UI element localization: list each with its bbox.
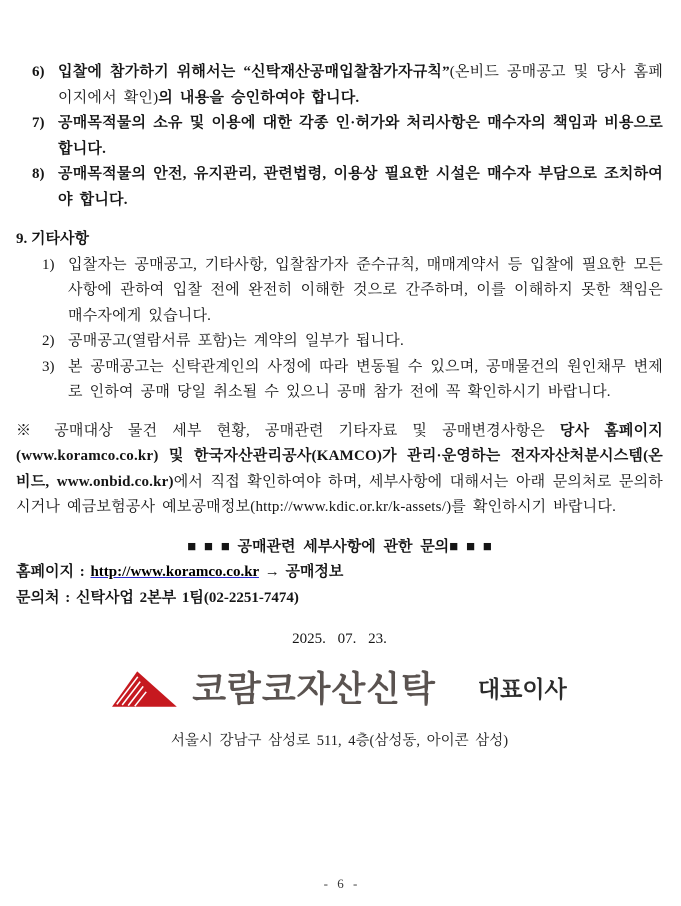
item-text: 입찰자는 공매공고, 기타사항, 입찰참가자 준수규칙, 매매계약서 등 입찰에 필요한 모든 사항에 관하여 입찰 전에 완전히 이해한 것으로 간주하며, 이를 이해하지 못한 책임은 매수자에게 있습니다. xyxy=(68,256,663,324)
list-item-7 xyxy=(32,111,663,162)
homepage-line xyxy=(16,560,663,586)
remark-text-segment: 당사 홈페이지(www.koramco.co.kr) 및 한국자산관리공사(KAMCO)가 관리·운영하는 전자자산처분시스템(온비드, www.onbid.co.kr) xyxy=(16,422,663,490)
item-text: 공매목적물의 소유 및 이용에 대한 각종 인·허가와 처리사항은 매수자의 책임과 비용으로 합니다. xyxy=(58,115,663,157)
section-title: 9. 기타사항 xyxy=(16,231,89,247)
homepage-suffix: → 공매정보 xyxy=(258,564,344,580)
ceo-label: 대표이사 xyxy=(477,675,567,702)
list-item-9-2 xyxy=(42,329,663,355)
contact-heading: ■ ■ ■ 공매관련 세부사항에 관한 문의■ ■ ■ xyxy=(187,538,492,555)
document-date: 2025. 07. 23. xyxy=(292,631,387,647)
item-number: 1) xyxy=(42,256,55,273)
section-9 xyxy=(16,227,663,406)
list-item-9-1 xyxy=(42,253,663,330)
item-number: 3) xyxy=(42,358,55,375)
numbered-list-6-8 xyxy=(32,60,663,213)
homepage-link[interactable]: http://www.koramco.co.kr xyxy=(90,564,259,580)
item-text-segment: (온비드 공매공고 및 당사 홈페이지에서 확인) xyxy=(58,64,664,106)
section-9-list xyxy=(42,253,663,406)
list-item-9-3 xyxy=(42,355,663,406)
item-number: 6) xyxy=(32,64,45,80)
signature-block xyxy=(16,661,663,719)
item-text-segment: 의 내용을 승인하여야 합니다. xyxy=(158,89,360,106)
phone-line: 문의처 : 신탁사업 2본부 1팀(02-2251-7474) xyxy=(16,589,299,606)
item-number: 2) xyxy=(42,333,55,349)
item-text: 공매목적물의 안전, 유지관리, 관련법령, 이용상 필요한 시설은 매수자 부담으로 조치하여야 합니다. xyxy=(58,166,663,208)
koramco-logo-icon xyxy=(112,661,178,719)
company-name: 코람코자산신탁 xyxy=(192,669,436,709)
remark-paragraph xyxy=(16,419,663,521)
contact-block xyxy=(16,535,663,612)
item-number: 8) xyxy=(32,166,45,182)
item-number: 7) xyxy=(32,115,45,131)
item-text: 공매공고(열람서류 포함)는 계약의 일부가 됩니다. xyxy=(68,333,404,349)
item-text xyxy=(58,60,663,111)
remark-text-segment: ※ 공매대상 물건 세부 현황, 공매관련 기타자료 및 공매변경사항은 xyxy=(16,422,560,439)
company-address: 서울시 강남구 삼성로 511, 4층(삼성동, 아이콘 삼성) xyxy=(170,732,509,749)
homepage-label: 홈페이지 : xyxy=(16,564,91,580)
item-text: 본 공매공고는 신탁관계인의 사정에 따라 변동될 수 있으며, 공매물건의 원인채무 변제로 인하여 공매 당일 취소될 수 있으니 공매 참가 전에 꼭 확인하시기 바랍니다. xyxy=(68,358,663,400)
list-item-6 xyxy=(32,60,663,111)
remark-text-segment: 에서 직접 확인하여야 하며, 세부사항에 대해서는 아래 문의처로 문의하시거나 예금보험공사 예보공매정보(http://www.kdic.or.kr/k-assets/)를 확인하시기 바랍니다. xyxy=(16,473,663,515)
page-number: - 6 - xyxy=(323,875,358,891)
item-text-segment: 입찰에 참가하기 위해서는 “신탁재산공매입찰참가자규칙” xyxy=(58,64,450,80)
list-item-8 xyxy=(32,162,663,213)
